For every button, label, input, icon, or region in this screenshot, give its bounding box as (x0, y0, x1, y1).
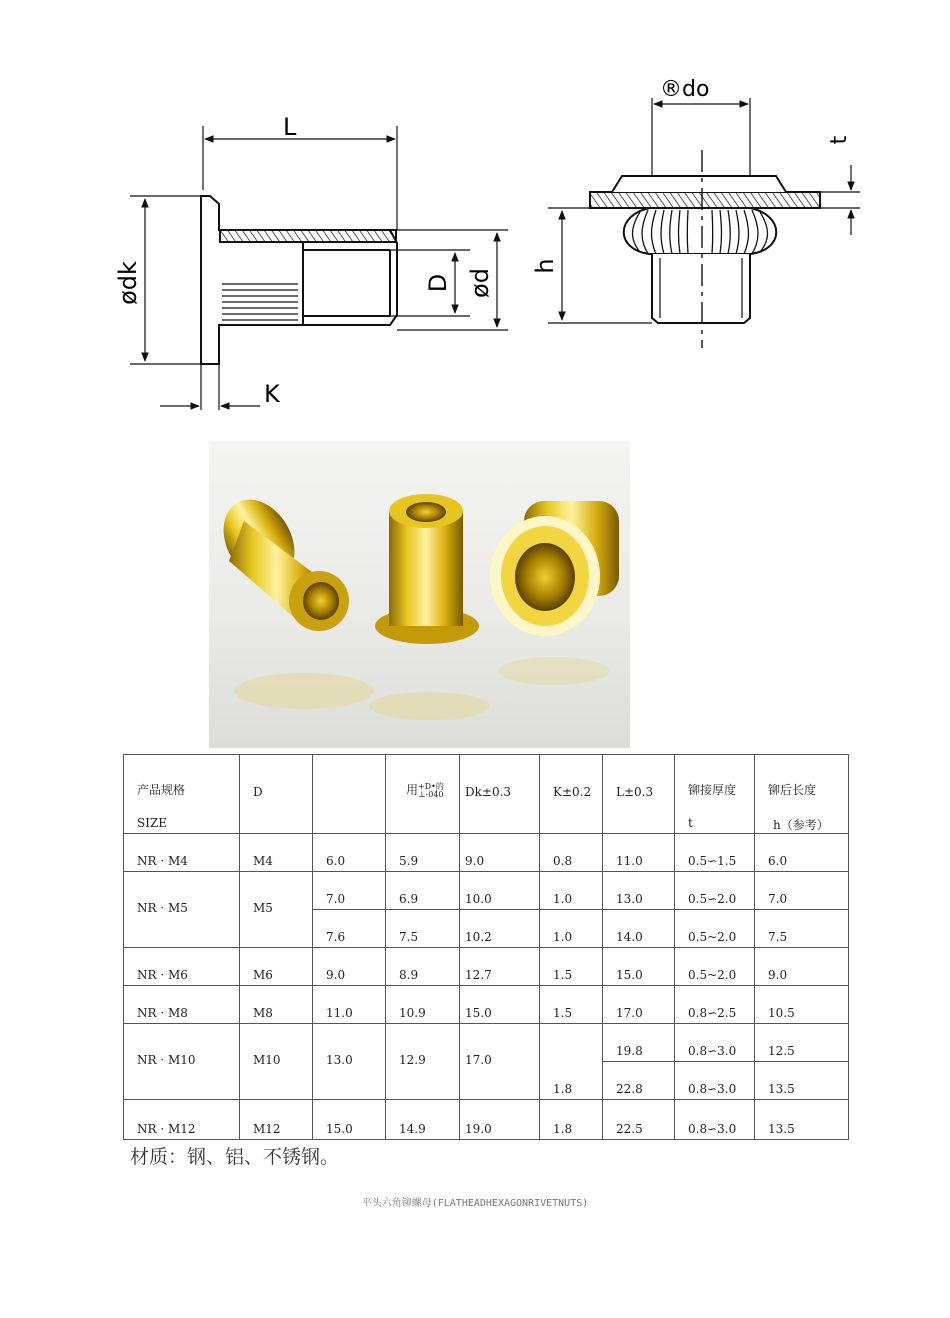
header-t: 铆接厚度 t (675, 755, 755, 834)
header-col4: 用+D•的 ⊥-040 (386, 755, 460, 834)
label-L: L (283, 113, 297, 141)
product-photo (209, 441, 630, 748)
technical-drawing (0, 0, 950, 440)
table-header-row (124, 755, 849, 834)
header-l: L±0.3 (603, 755, 675, 834)
table-row: NR · M8 M8 11.0 10.9 15.0 1.5 17.0 0.8∽2.5 10.5 (124, 986, 849, 1024)
label-h: h (531, 258, 559, 274)
label-dk: ødk (114, 261, 142, 305)
label-do: ®do (660, 77, 710, 102)
table-row: NR · M12 M12 15.0 14.9 19.0 1.8 22.5 0.8∽3.0 13.5 (124, 1100, 849, 1140)
label-t: t (827, 135, 852, 145)
table-row: NR · M10 M10 13.0 12.9 17.0 1.8 19.8 0.8∽3.0 12.5 (124, 1024, 849, 1062)
header-d: D (240, 755, 313, 834)
table-row: 7.6 7.5 10.2 1.0 14.0 0.5~2.0 7.5 (124, 910, 849, 948)
table-row: 22.8 0.8∽3.0 13.5 (124, 1062, 849, 1100)
label-d: ød (466, 268, 494, 298)
material-note: 材质：钢、铝、不锈钢。 (130, 1146, 340, 1168)
table-row: NR · M4 M4 6.0 5.9 9.0 0.8 11.0 0.5∽1.5 6.0 (124, 834, 849, 872)
table-row: NR · M5 M5 7.0 6.9 10.0 1.0 13.0 0.5∽2.0 7.0 (124, 872, 849, 910)
header-col3 (313, 755, 386, 834)
table-row: NR · M6 M6 9.0 8.9 12.7 1.5 15.0 0.5~2.0 9.0 (124, 948, 849, 986)
header-k: K±0.2 (540, 755, 603, 834)
side-view-drawing (130, 126, 508, 410)
label-D: D (424, 273, 452, 293)
installed-view-drawing (548, 98, 860, 348)
header-h: 铆后长度 h（参考） (755, 755, 849, 834)
header-size: 产品规格 SIZE (124, 755, 240, 834)
page-footer: 平头六角铆螺母(FLATHEADHEXAGONRIVETNUTS) (361, 1198, 589, 1209)
spec-table (123, 754, 849, 1140)
label-K: K (264, 380, 280, 408)
header-dk: Dk±0.3 (460, 755, 540, 834)
